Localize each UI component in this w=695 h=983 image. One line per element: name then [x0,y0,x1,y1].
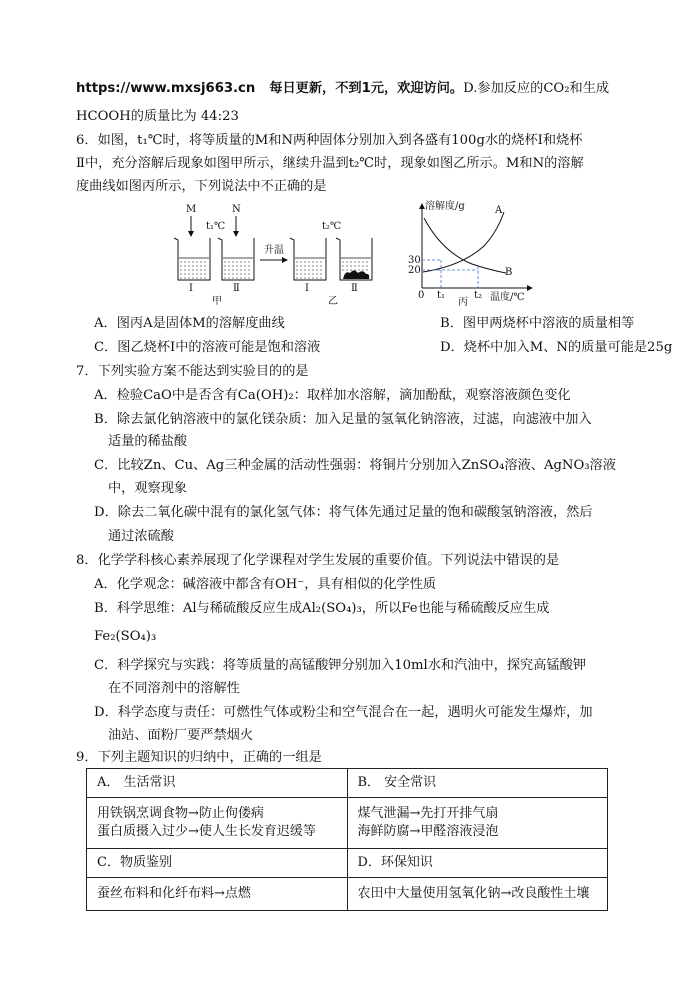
beaker-2 [218,238,254,280]
solubility-graph [419,203,533,291]
q6-option-d[interactable]: D．烧杯中加入M、N的质量可能是25g [440,340,673,355]
q9-cell-a-head[interactable]: A． 生活常识 [87,769,348,798]
label-beaker-2: Ⅱ [233,283,240,294]
q6-option-b[interactable]: B．图甲两烧杯中溶液的质量相等 [440,316,635,331]
carry-line: HCOOH的质量比为 44:23 [76,109,239,124]
beaker-1 [174,238,210,280]
q9-b-line2: 海鲜防腐→甲醛溶液浸泡 [357,824,499,839]
q7-option-d-line1[interactable]: D．除去二氧化碳中混有的氯化氢气体：将气体先通过足量的饱和碳酸氢钠溶液，然后 [94,505,593,520]
q8-option-c-line1[interactable]: C．科学探究与实践：将等质量的高锰酸钾分别加入10ml水和汽油中，探究高锰酸钾 [94,658,586,673]
label-beaker-3: Ⅰ [305,283,309,294]
q6-stem-line1: 6．如图，t₁℃时，将等质量的M和N两种固体分别加入到各盛有100g水的烧杯Ⅰ和烧杯 [76,133,583,148]
q8-option-b-line1[interactable]: B．科学思维：Al与稀硫酸反应生成Al₂(SO₄)₃，所以Fe也能与稀硫酸反应生成 [94,601,550,616]
label-n: N [232,204,241,215]
label-m: M [186,204,197,215]
q8-option-b-line2: Fe₂(SO₄)₃ [94,629,157,644]
q7-option-b-line2: 适量的稀盐酸 [108,434,188,449]
q9-cell-c-body: 蚕丝布料和化纤布料→点燃 [87,878,348,911]
tick-30: 30 [408,255,421,266]
table-row [87,798,608,849]
label-jia: 甲 [212,296,222,307]
q8-stem: 8．化学学科核心素养展现了化学课程对学生发展的重要价值。下列说法中错误的是 [76,553,560,568]
beaker-4 [336,238,372,280]
q9-cell-b-body [347,798,608,849]
q7-option-a[interactable]: A．检验CaO中是否含有Ca(OH)₂：取样加水溶解，滴加酚酞，观察溶液颜色变化 [94,388,571,403]
q9-table [86,768,608,911]
label-x-axis: 温度/℃ [490,292,525,303]
q9-cell-c-head[interactable]: C．物质鉴别 [87,849,348,878]
q9-cell-b-head[interactable]: B． 安全常识 [347,769,608,798]
q7-option-c-line1[interactable]: C．比较Zn、Cu、Ag三种金属的活动性强弱：将铜片分别加入ZnSO₄溶液、AgNO₃溶液 [94,458,616,473]
header-tail: D.参加反应的CO₂和生成 [463,81,610,96]
q6-options-row1 [94,313,635,335]
tick-t1: t₁ [437,290,446,301]
label-yi: 乙 [328,296,338,307]
q6-option-a[interactable]: A．图丙A是固体M的溶解度曲线 [94,316,285,331]
q9-a-line2: 蛋白质摄入过少→使人生长发育迟缓等 [97,824,316,839]
label-beaker-4: Ⅱ [351,283,358,294]
q8-option-c-line2: 在不同溶剂中的溶解性 [108,681,240,696]
site-notice: 每日更新，不到1元，欢迎访问。 [269,81,464,96]
q6-figure [172,200,542,312]
label-bing: 丙 [458,297,468,308]
q7-option-d-line2: 通过浓硫酸 [108,529,174,544]
q8-option-d-line2: 油站、面粉厂要严禁烟火 [108,728,254,743]
q6-options-row2 [94,337,673,359]
figure-drawing [172,200,542,312]
label-beaker-1: Ⅰ [189,283,193,294]
label-curve-a: A [495,205,503,216]
table-row [87,878,608,911]
q9-a-line1: 用铁锅烹调食物→防止佝偻病 [97,806,264,821]
q9-cell-a-body [87,798,348,849]
q7-option-c-line2: 中，观察现象 [108,481,188,496]
q9-stem: 9．下列主题知识的归纳中，正确的一组是 [76,750,322,765]
q8-option-d-line1[interactable]: D．科学态度与责任：可燃性气体或粉尘和空气混合在一起，遇明火可能发生爆炸，加 [94,705,593,720]
q9-cell-d-head[interactable]: D．环保知识 [347,849,608,878]
table-row [87,849,608,878]
q6-stem-line3: 度曲线如图丙所示，下列说法中不正确的是 [76,179,327,194]
label-y-axis: 溶解度/g [425,201,465,212]
beaker-3 [290,238,326,280]
q6-option-c[interactable]: C．图乙烧杯Ⅰ中的溶液可能是饱和溶液 [94,340,321,355]
q6-stem-line2: Ⅱ中，充分溶解后现象如图甲所示，继续升温到t₂℃时，现象如图乙所示。M和N的溶解 [76,156,584,171]
label-curve-b: B [505,267,513,278]
tick-20: 20 [408,265,421,276]
q9-b-line1: 煤气泄漏→先打开排气扇 [357,806,499,821]
header-line [76,78,609,100]
q9-cell-d-body: 农田中大量使用氢氧化钠→改良酸性土壤 [347,878,608,911]
label-heat: 升温 [264,245,284,256]
tick-origin: 0 [418,290,425,301]
site-url[interactable]: https://www.mxsj663.cn [76,81,256,96]
tick-t2: t₂ [474,290,483,301]
q7-stem: 7．下列实验方案不能达到实验目的的是 [76,364,309,379]
label-t2c: t₂℃ [322,221,342,232]
table-row [87,769,608,798]
q8-option-a[interactable]: A．化学观念：碱溶液中都含有OH⁻，具有相似的化学性质 [94,577,437,592]
label-t1c: t₁℃ [206,221,226,232]
q7-option-b-line1[interactable]: B．除去氯化钠溶液中的氯化镁杂质：加入足量的氢氧化钠溶液，过滤，向滤液中加入 [94,412,592,427]
